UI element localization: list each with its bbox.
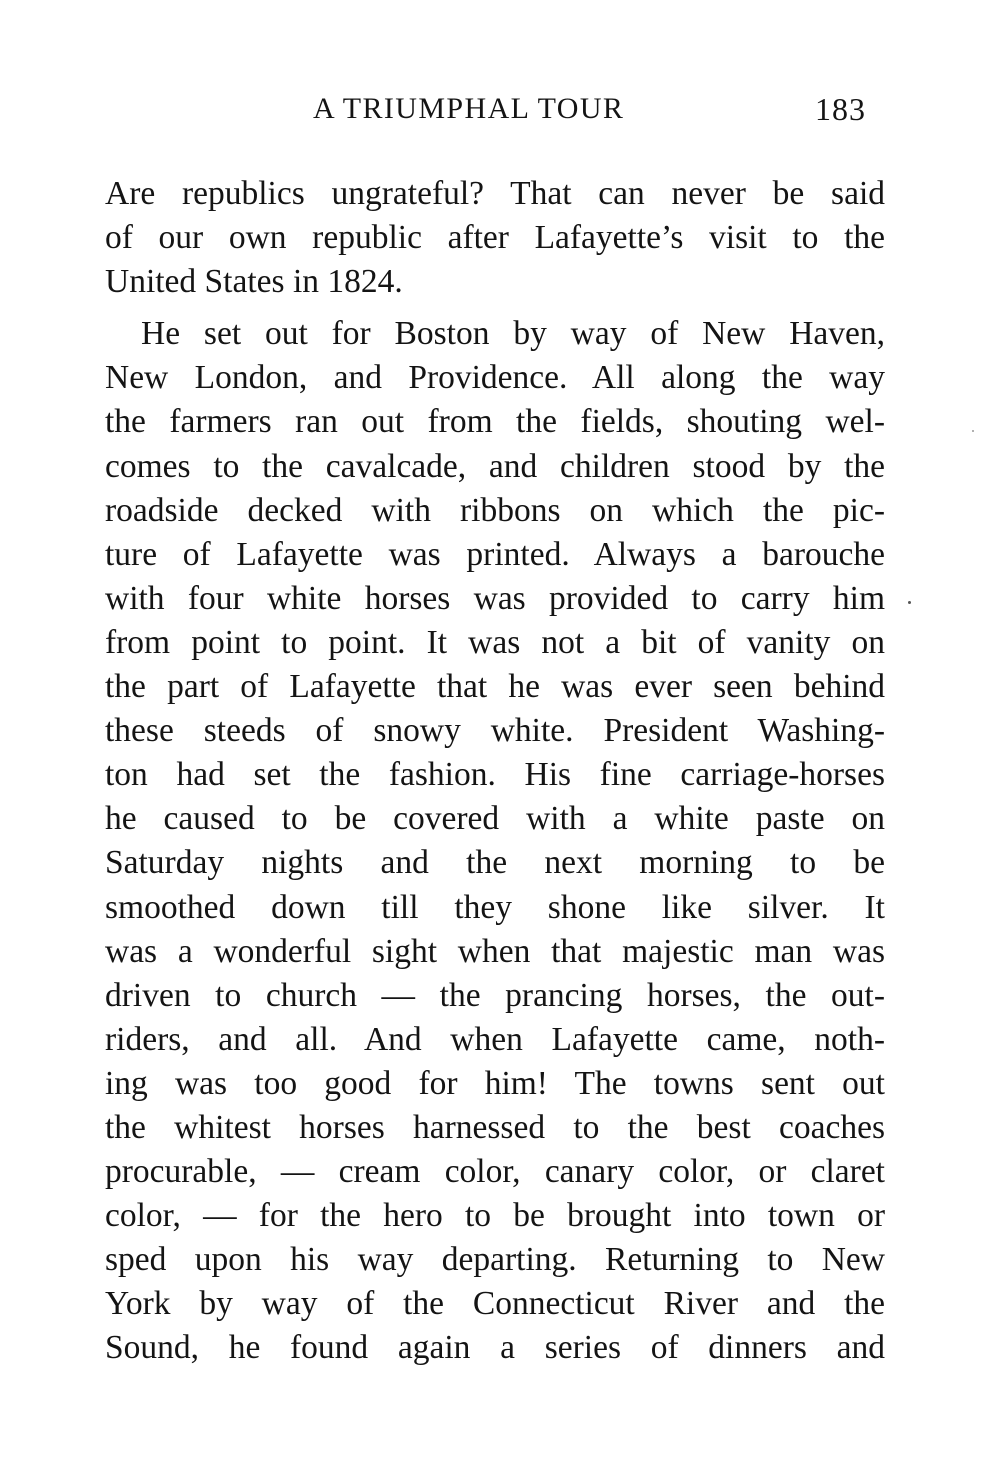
- text-line: from point to point. It was not a bit of vanity on: [105, 623, 885, 661]
- text-line: he caused to be covered with a white paste on: [105, 800, 885, 838]
- text-line: driven to church — the prancing horses, the out-: [105, 976, 885, 1014]
- text-line: the part of Lafayette that he was ever seen behind: [105, 668, 885, 706]
- text-line: Are republics ungrateful? That can never be said: [105, 175, 885, 212]
- text-line: procurable, — cream color, canary color, or claret: [105, 1153, 885, 1191]
- text-line: Saturday nights and the next morning to be: [105, 844, 885, 882]
- text-line: smoothed down till they shone like silver. It: [105, 888, 885, 926]
- running-title: A TRIUMPHAL TOUR: [313, 92, 625, 125]
- text-line: color, — for the hero to be brought into town or: [105, 1197, 885, 1235]
- scan-speck: [908, 601, 911, 604]
- body-text: [105, 172, 885, 1371]
- text-line: ture of Lafayette was printed. Always a barouche: [105, 535, 885, 573]
- text-line: sped upon his way departing. Returning to New: [105, 1241, 885, 1279]
- text-line: the whitest horses harnessed to the best coaches: [105, 1108, 885, 1146]
- page-number: 183: [815, 91, 866, 127]
- running-header: [0, 92, 1000, 132]
- text-line: United States in 1824.: [105, 263, 403, 301]
- text-line: York by way of the Connecticut River and the: [105, 1285, 885, 1323]
- text-line: was a wonderful sight when that majestic man was: [105, 932, 885, 970]
- text-line: with four white horses was provided to carry him: [105, 579, 885, 617]
- paragraph-gap: [105, 304, 885, 312]
- text-line: comes to the cavalcade, and children stood by the: [105, 447, 885, 485]
- text-line: ton had set the fashion. His fine carriage-horses: [105, 756, 885, 794]
- text-line: He set out for Boston by way of New Haven,: [141, 315, 885, 353]
- text-line: riders, and all. And when Lafayette came, noth-: [105, 1020, 885, 1058]
- scan-speck: [972, 430, 974, 432]
- text-line: New London, and Providence. All along the way: [105, 359, 885, 397]
- text-line: these steeds of snowy white. President Washing-: [105, 712, 885, 750]
- text-line: ing was too good for him! The towns sent out: [105, 1064, 885, 1102]
- text-line: the farmers ran out from the fields, shouting wel-: [105, 403, 885, 441]
- paragraph-2: [105, 312, 885, 1370]
- paragraph-1: [105, 172, 885, 304]
- text-line: roadside decked with ribbons on which the pic-: [105, 491, 885, 529]
- text-line: Sound, he found again a series of dinners and: [105, 1329, 885, 1367]
- text-line: of our own republic after Lafayette’s visit to the: [105, 219, 885, 257]
